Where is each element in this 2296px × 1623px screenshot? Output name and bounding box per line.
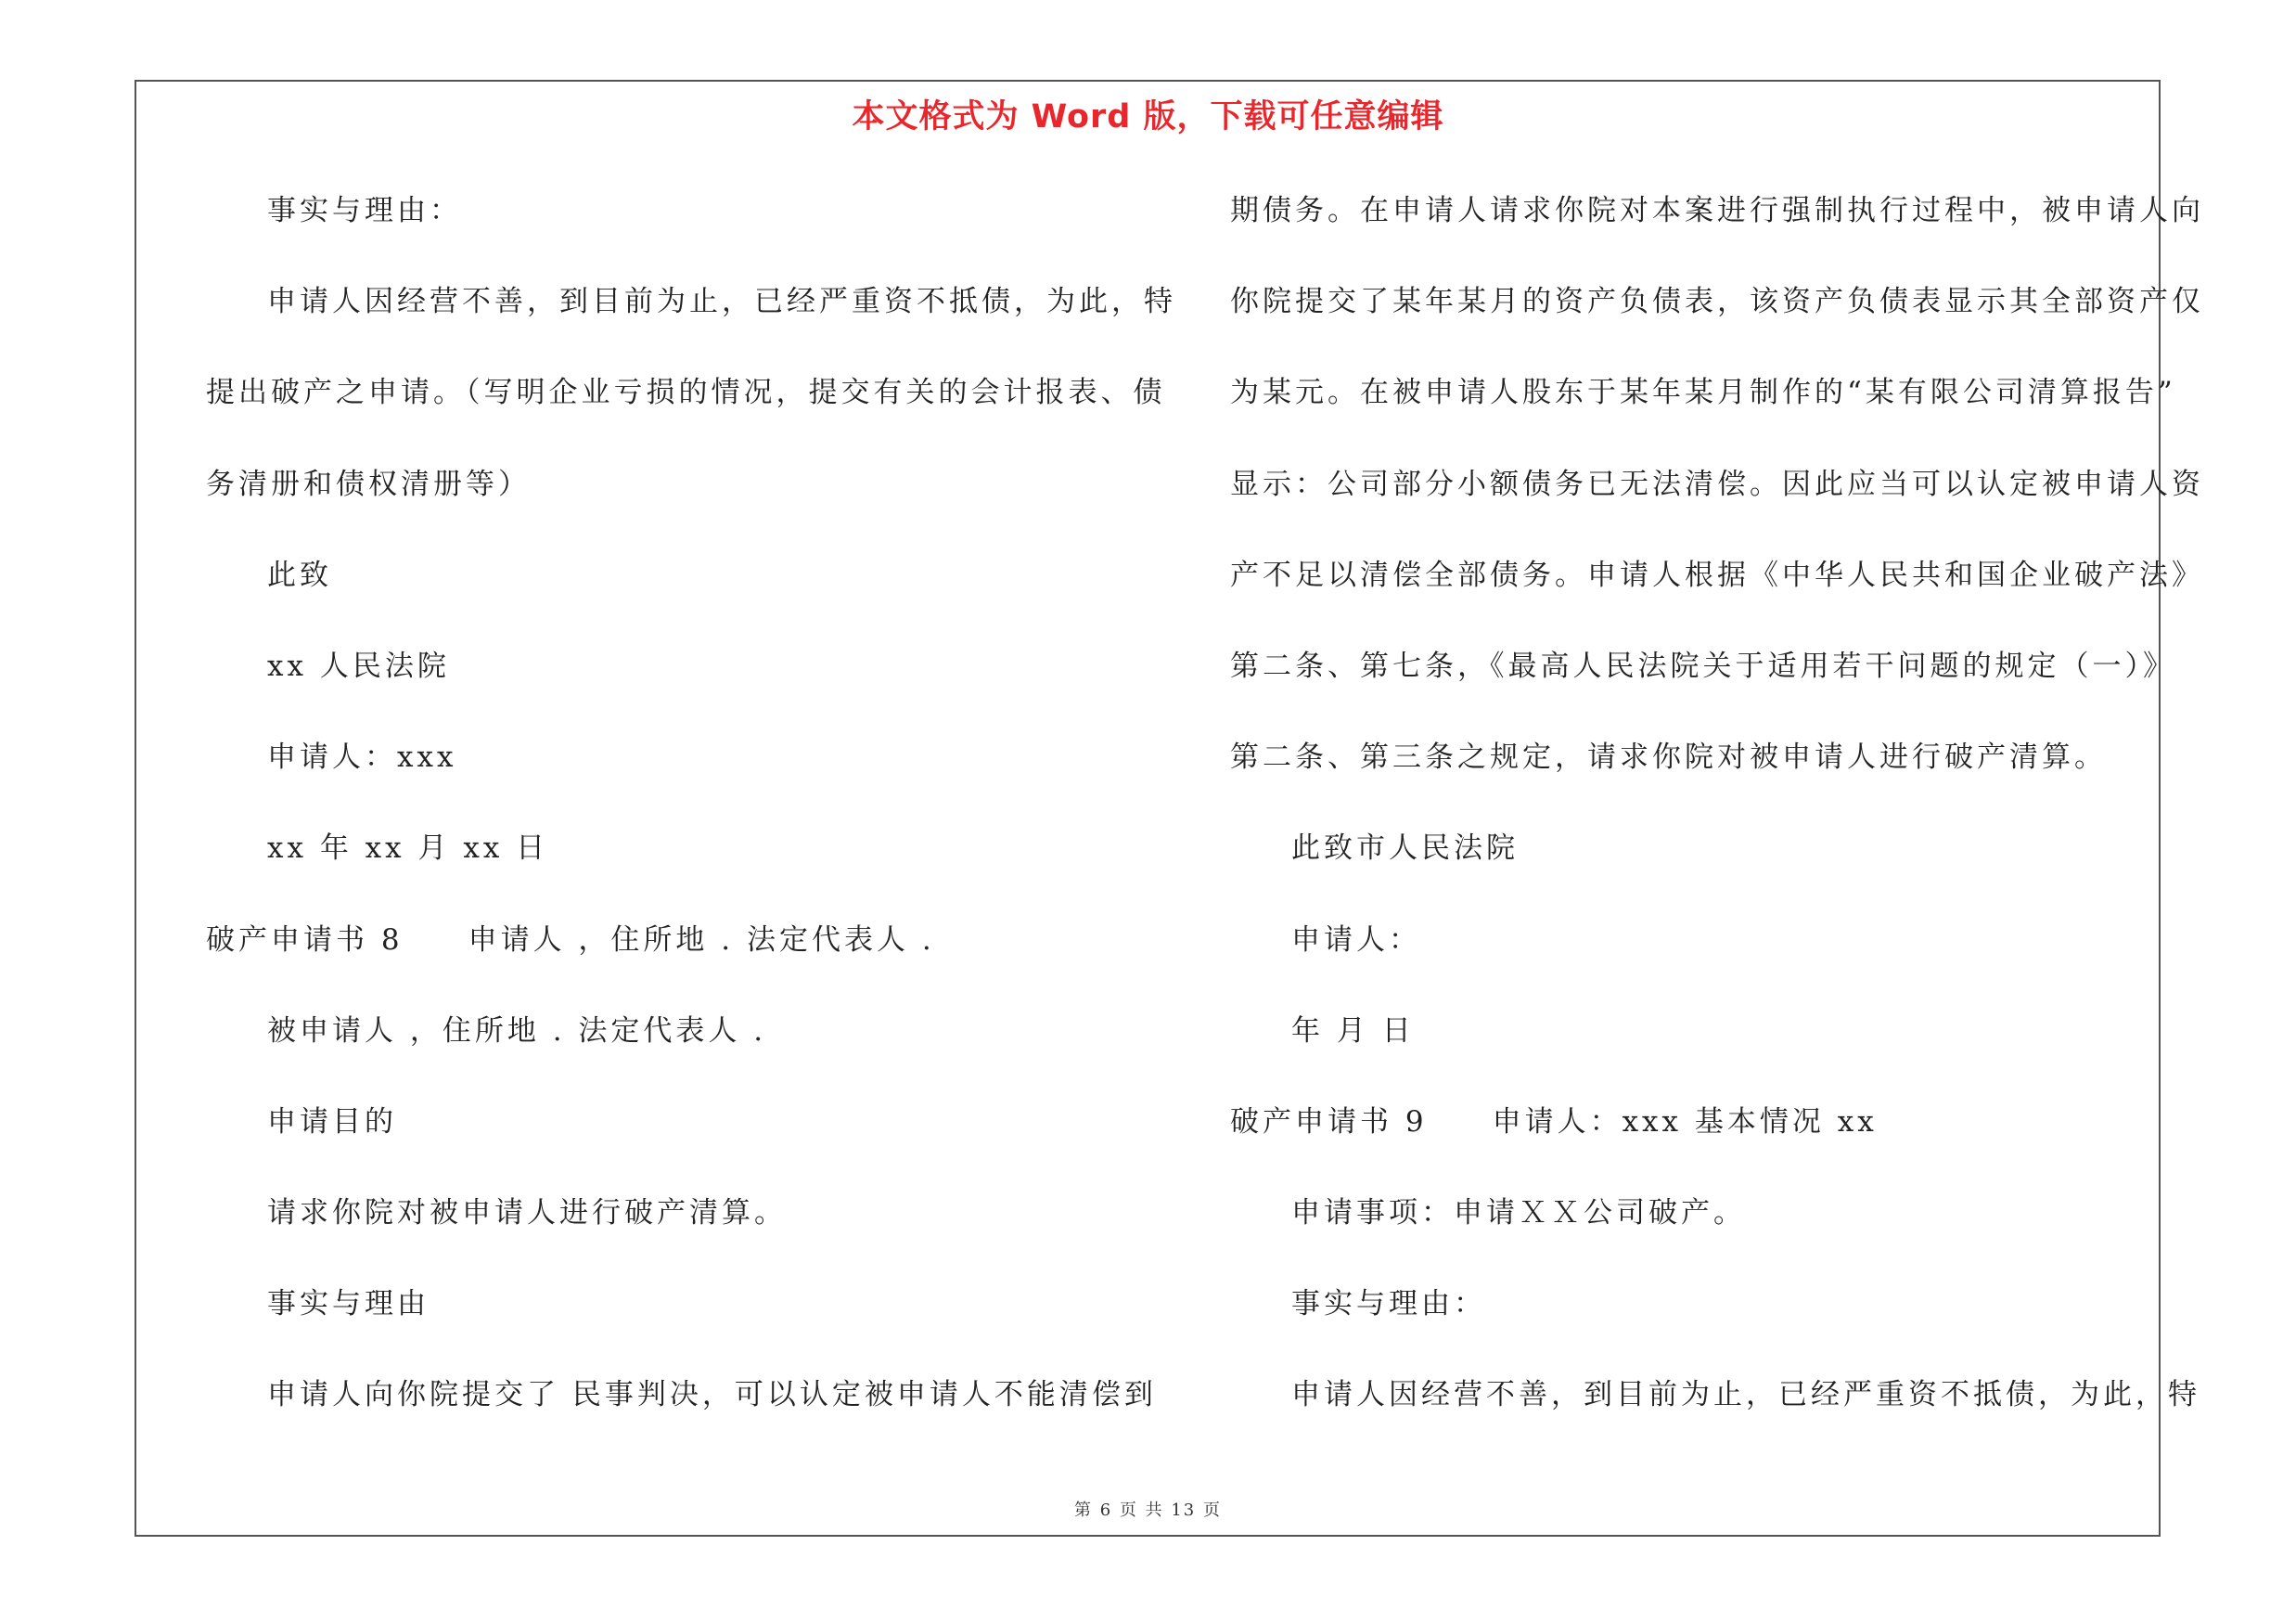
paragraph-line: xx 人民法院 — [267, 649, 450, 683]
paragraph-line: 务清册和债权清册等） — [206, 467, 531, 501]
paragraph-line: 此致市人民法院 — [1291, 831, 1519, 866]
paragraph-line: 第二条、第七条，《最高人民法院关于适用若干问题的规定（一）》 — [1230, 649, 2175, 683]
paragraph-line: 申请人：xxx — [267, 741, 457, 775]
paragraph-line: 事实与理由 — [267, 1287, 430, 1321]
paragraph-line: 申请事项：申请ＸＸ公司破产。 — [1291, 1196, 1746, 1230]
paragraph-line: 显示：公司部分小额债务已无法清偿。因此应当可以认定被申请人资 — [1230, 467, 2204, 501]
paragraph-line: 申请人向你院提交了 民事判决，可以认定被申请人不能清偿到 — [267, 1378, 1157, 1412]
paragraph-line: xx 年 xx 月 xx 日 — [267, 831, 549, 866]
paragraph-line: 为某元。在被申请人股东于某年某月制作的“某有限公司清算报告” — [1230, 376, 2176, 410]
paragraph-line: 被申请人 ，住所地 . 法定代表人 . — [267, 1013, 767, 1048]
paragraph-line: 提出破产之申请。（写明企业亏损的情况，提交有关的会计报表、债 — [206, 376, 1166, 410]
paragraph-line: 申请人： — [1291, 922, 1421, 957]
page-number: 第 6 页 共 13 页 — [1074, 1501, 1222, 1520]
paragraph-line: 申请目的 — [267, 1104, 397, 1139]
paragraph-line: 请求你院对被申请人进行破产清算。 — [267, 1196, 787, 1230]
paragraph-line: 此致 — [267, 558, 332, 592]
paragraph-line: 申请人因经营不善，到目前为止，已经严重资不抵债，为此，特 — [267, 285, 1176, 319]
paragraph-line: 事实与理由： — [1291, 1287, 1486, 1321]
section-heading-line: 破产申请书 9 申请人：xxx 基本情况 xx — [1230, 1104, 1878, 1139]
right-column — [1230, 187, 2204, 1462]
paragraph-line: 年 月 日 — [1291, 1013, 1415, 1048]
word-format-notice: 本文格式为 Word 版，下载可任意编辑 — [852, 98, 1444, 135]
paragraph-line: 申请人因经营不善，到目前为止，已经严重资不抵债，为此，特 — [1291, 1378, 2200, 1412]
section-heading-line: 破产申请书 8 申请人 ，住所地 . 法定代表人 . — [206, 922, 935, 957]
paragraph-line: 产不足以清偿全部债务。申请人根据《中华人民共和国企业破产法》 — [1230, 558, 2204, 592]
left-column — [206, 187, 1176, 1462]
paragraph-line: 事实与理由： — [267, 194, 462, 227]
paragraph-line: 第二条、第三条之规定，请求你院对被申请人进行破产清算。 — [1230, 741, 2107, 775]
paragraph-line: 期债务。在申请人请求你院对本案进行强制执行过程中，被申请人向 — [1230, 194, 2204, 227]
paragraph-line: 你院提交了某年某月的资产负债表，该资产负债表显示其全部资产仅 — [1230, 285, 2204, 319]
